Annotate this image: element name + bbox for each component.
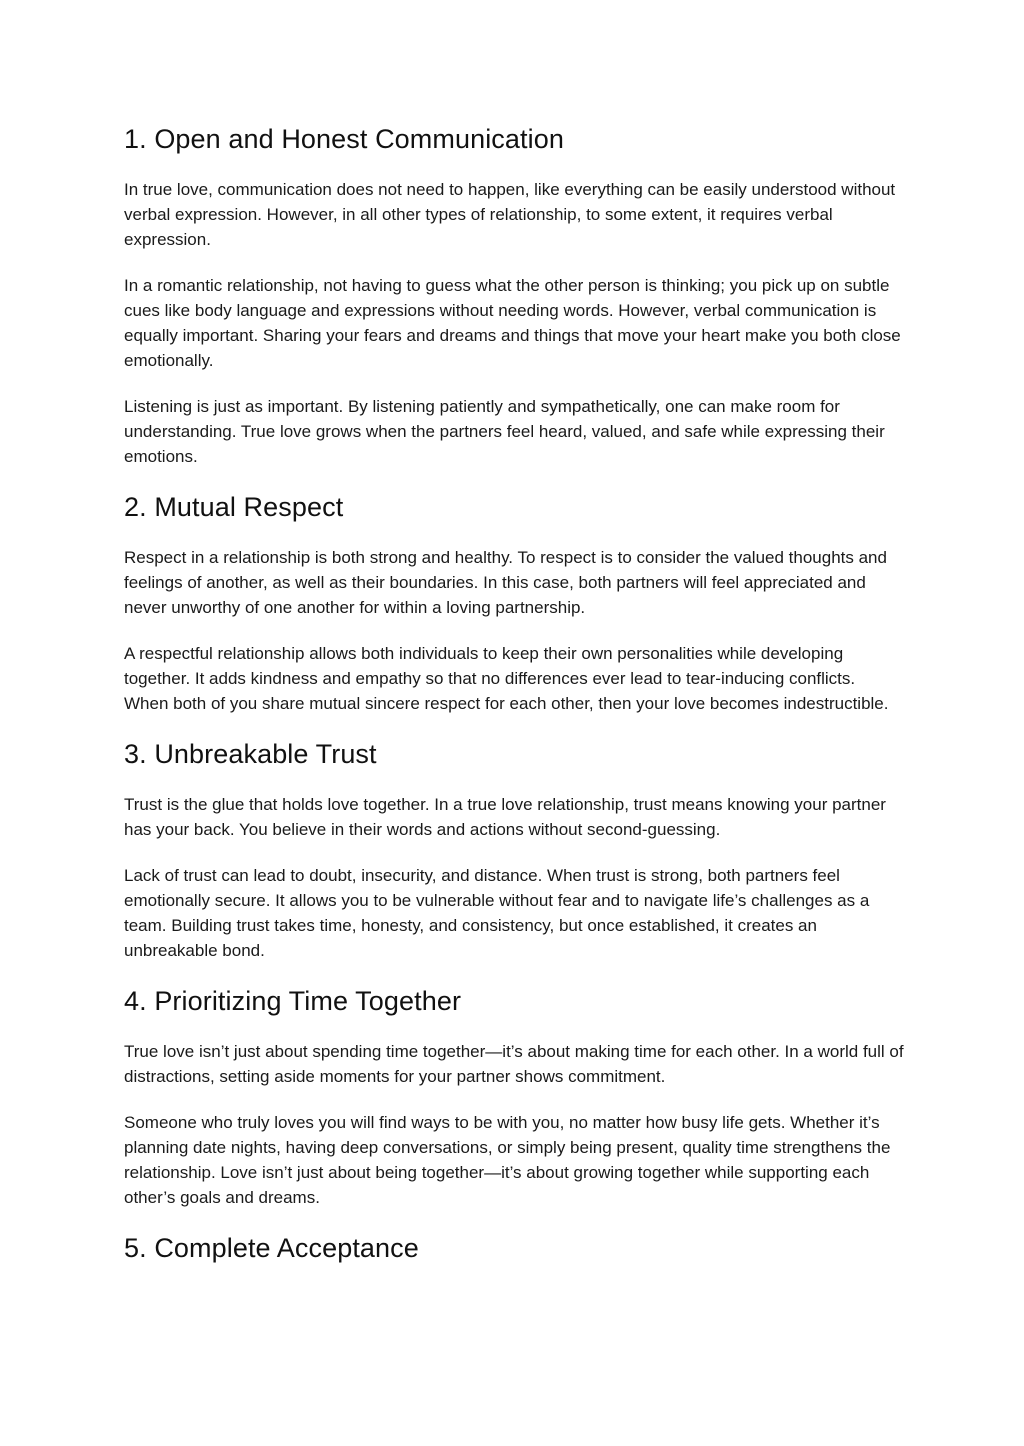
section-heading: 4. Prioritizing Time Together (124, 986, 462, 1016)
section-respect (124, 490, 904, 716)
section-heading: 1. Open and Honest Communication (124, 124, 564, 154)
document-page (124, 122, 904, 1286)
section-communication (124, 122, 904, 469)
section-acceptance (124, 1231, 904, 1265)
paragraph: Respect in a relationship is both strong and healthy. To respect is to consider the valued thoughts and feelings of another, as well as their boundaries. In this case, both partners will feel appreciated and never unworthy of one another for within a loving partnership. (124, 548, 887, 617)
paragraph: Someone who truly loves you will find ways to be with you, no matter how busy life gets. Whether it’s planning date nights, having deep conversations, or simply being present, quality time strengthens the relationship. Love isn’t just about being together—it’s about growing together while supporting each other’s goals and dreams. (124, 1113, 891, 1207)
paragraph: True love isn’t just about spending time together—it’s about making time for each other. In a world full of distractions, setting aside moments for your partner shows commitment. (124, 1042, 904, 1086)
section-trust (124, 737, 904, 963)
section-heading: 3. Unbreakable Trust (124, 739, 377, 769)
paragraph: Lack of trust can lead to doubt, insecurity, and distance. When trust is strong, both partners feel emotionally secure. It allows you to be vulnerable without fear and to navigate life’s challenges as a team. Building trust takes time, honesty, and consistency, but once established, it creates an unbreakable bond. (124, 866, 870, 960)
paragraph: In a romantic relationship, not having to guess what the other person is thinking; you pick up on subtle cues like body language and expressions without needing words. However, verbal communication is equally important. Sharing your fears and dreams and things that move your heart make you both close emotionally. (124, 276, 901, 370)
section-heading: 5. Complete Acceptance (124, 1233, 419, 1263)
paragraph: Trust is the glue that holds love together. In a true love relationship, trust means knowing your partner has your back. You believe in their words and actions without second-guessing. (124, 795, 886, 839)
paragraph: A respectful relationship allows both individuals to keep their own personalities while developing together. It adds kindness and empathy so that no differences ever lead to tear-inducing conflicts. When both of you share mutual sincere respect for each other, then your love becomes indestructible. (124, 644, 889, 713)
section-heading: 2. Mutual Respect (124, 492, 344, 522)
paragraph: Listening is just as important. By listening patiently and sympathetically, one can make room for understanding. True love grows when the partners feel heard, valued, and safe while expressing their emotions. (124, 397, 885, 466)
paragraph: In true love, communication does not need to happen, like everything can be easily understood without verbal expression. However, in all other types of relationship, to some extent, it requires verbal expression. (124, 180, 896, 249)
section-time-together (124, 984, 904, 1210)
